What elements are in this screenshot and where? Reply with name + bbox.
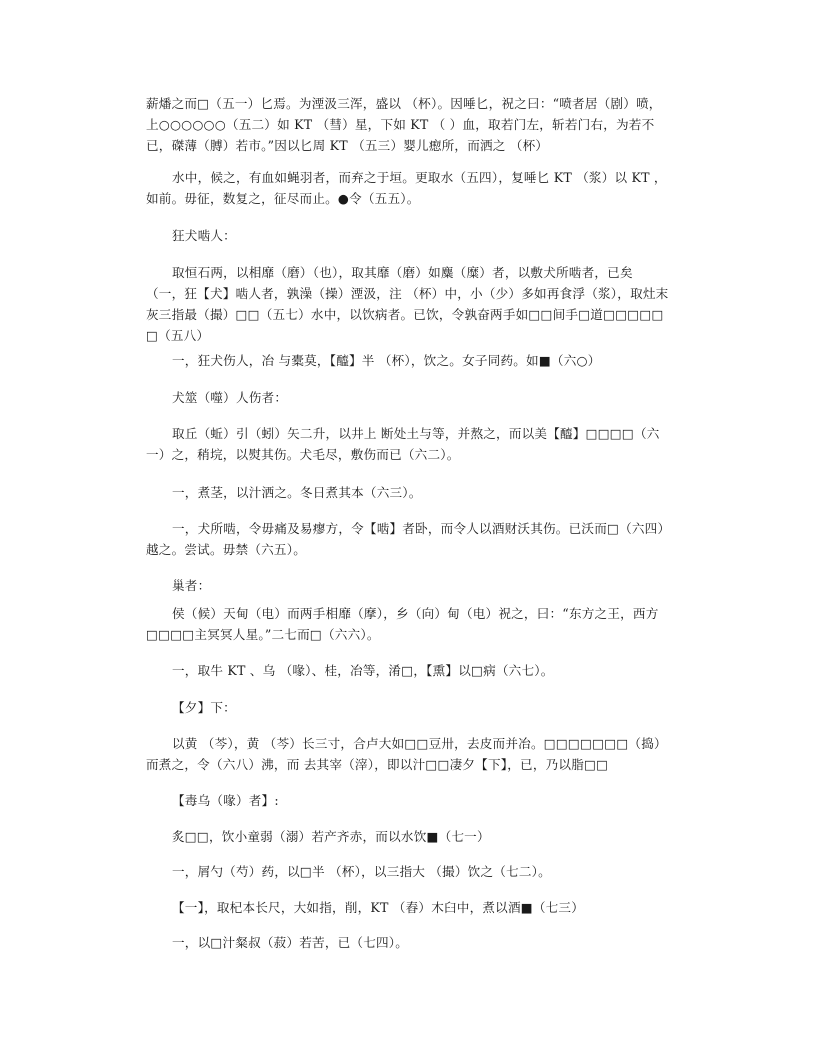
paragraph-3: 取恒石两，以相靡（磨）（也），取其靡（磨）如麋（糜）者，以敷犬所啮者，已矣（一，狂【犬】啮人者，孰澡（操）湮汲，注 （杯）中，小（少）多如再食浮（浆），取灶末灰三指最（撮）□□（五七）水中，以饮病者。已饮，令孰奋两手如□□间手□道□□□□□□（五八） — [146, 265, 669, 343]
section-heading-dog-bite-wound: 犬筮（噬）人伤者： — [172, 390, 288, 405]
paragraph-1: 薪燔之而□（五一）匕焉。为湮汲三浑，盛以 （杯）。因唾匕，祝之曰：“喷者居（剧）喷，上○○○○○○（五二）如 KT （彗）星，下如 KT （ ）血，取若门左，斩若门右，为若不已，磔薄（膊）若市。”因以匕周 KT （五三）婴儿瘛所，而洒之 （杯） — [146, 96, 662, 153]
paragraph-10: 以黄 （芩），黄 （芩）长三寸，合卢大如□□豆卅，去皮而并冶。□□□□□□□（捣）而煮之，令（六八）沸，而 去其宰（滓），即以汁□□凄夕【下】，已，乃以脂□□ — [146, 736, 667, 772]
paragraph-2: 水中，候之，有血如蝇羽者，而弃之于垣。更取水（五四），复唾匕 KT （浆）以 KT ，如前。毋征，数复之，征尽而止。●令（五五）。 — [146, 170, 667, 206]
section-heading-poison: 【毒乌（喙）者】: — [172, 793, 279, 808]
paragraph-4: 一，狂犬伤人，冶 与橐莫，【醯】半 （杯），饮之。女子同药。如■（六○） — [172, 353, 601, 368]
section-heading-chao: 巢者： — [172, 578, 211, 593]
paragraph-11: 炙□□，饮小童弱（溺）若产齐赤，而以水饮■（七一） — [172, 829, 490, 844]
paragraph-7: 一，犬所啮，令毋痛及易瘳方，令【啮】者卧，而令人以酒财沃其伤。已沃而□（六四）越之。尝试。毋禁（六五）。 — [146, 521, 664, 557]
section-heading-mad-dog-bite: 狂犬啮人： — [172, 228, 236, 243]
paragraph-5: 取丘（蚯）引（蚓）矢二升，以井上 断处土与等，并熬之，而以美【醯】□□□□（六一）之，稍垸，以熨其伤。犬毛尽，敷伤而已（六二）。 — [146, 426, 660, 462]
paragraph-8: 侯（候）天甸（电）而两手相靡（摩），乡（向）甸（电）祝之，曰：“东方之王，西方□□□□主冥冥人星。”二七而□（六六）。 — [146, 606, 659, 642]
paragraph-6: 一，煮茎，以汁洒之。冬日煮其本（六三）。 — [172, 485, 422, 500]
paragraph-13: 【一】，取杞本长尺，大如指，削，KT （舂）木臼中，煮以酒■（七三） — [172, 900, 585, 915]
section-heading-xi-xia: 【夕】下： — [172, 700, 236, 715]
paragraph-12: 一，屑勺（芍）药，以□半 （杯），以三指大 （撮）饮之（七二）。 — [172, 864, 551, 879]
paragraph-14: 一，以□汁粲叔（菽）若苦，已（七四）。 — [172, 935, 409, 950]
paragraph-9: 一，取牛 KT 、乌 （喙）、桂，冶等，淆□，【熏】以□病（六七）。 — [172, 663, 554, 678]
